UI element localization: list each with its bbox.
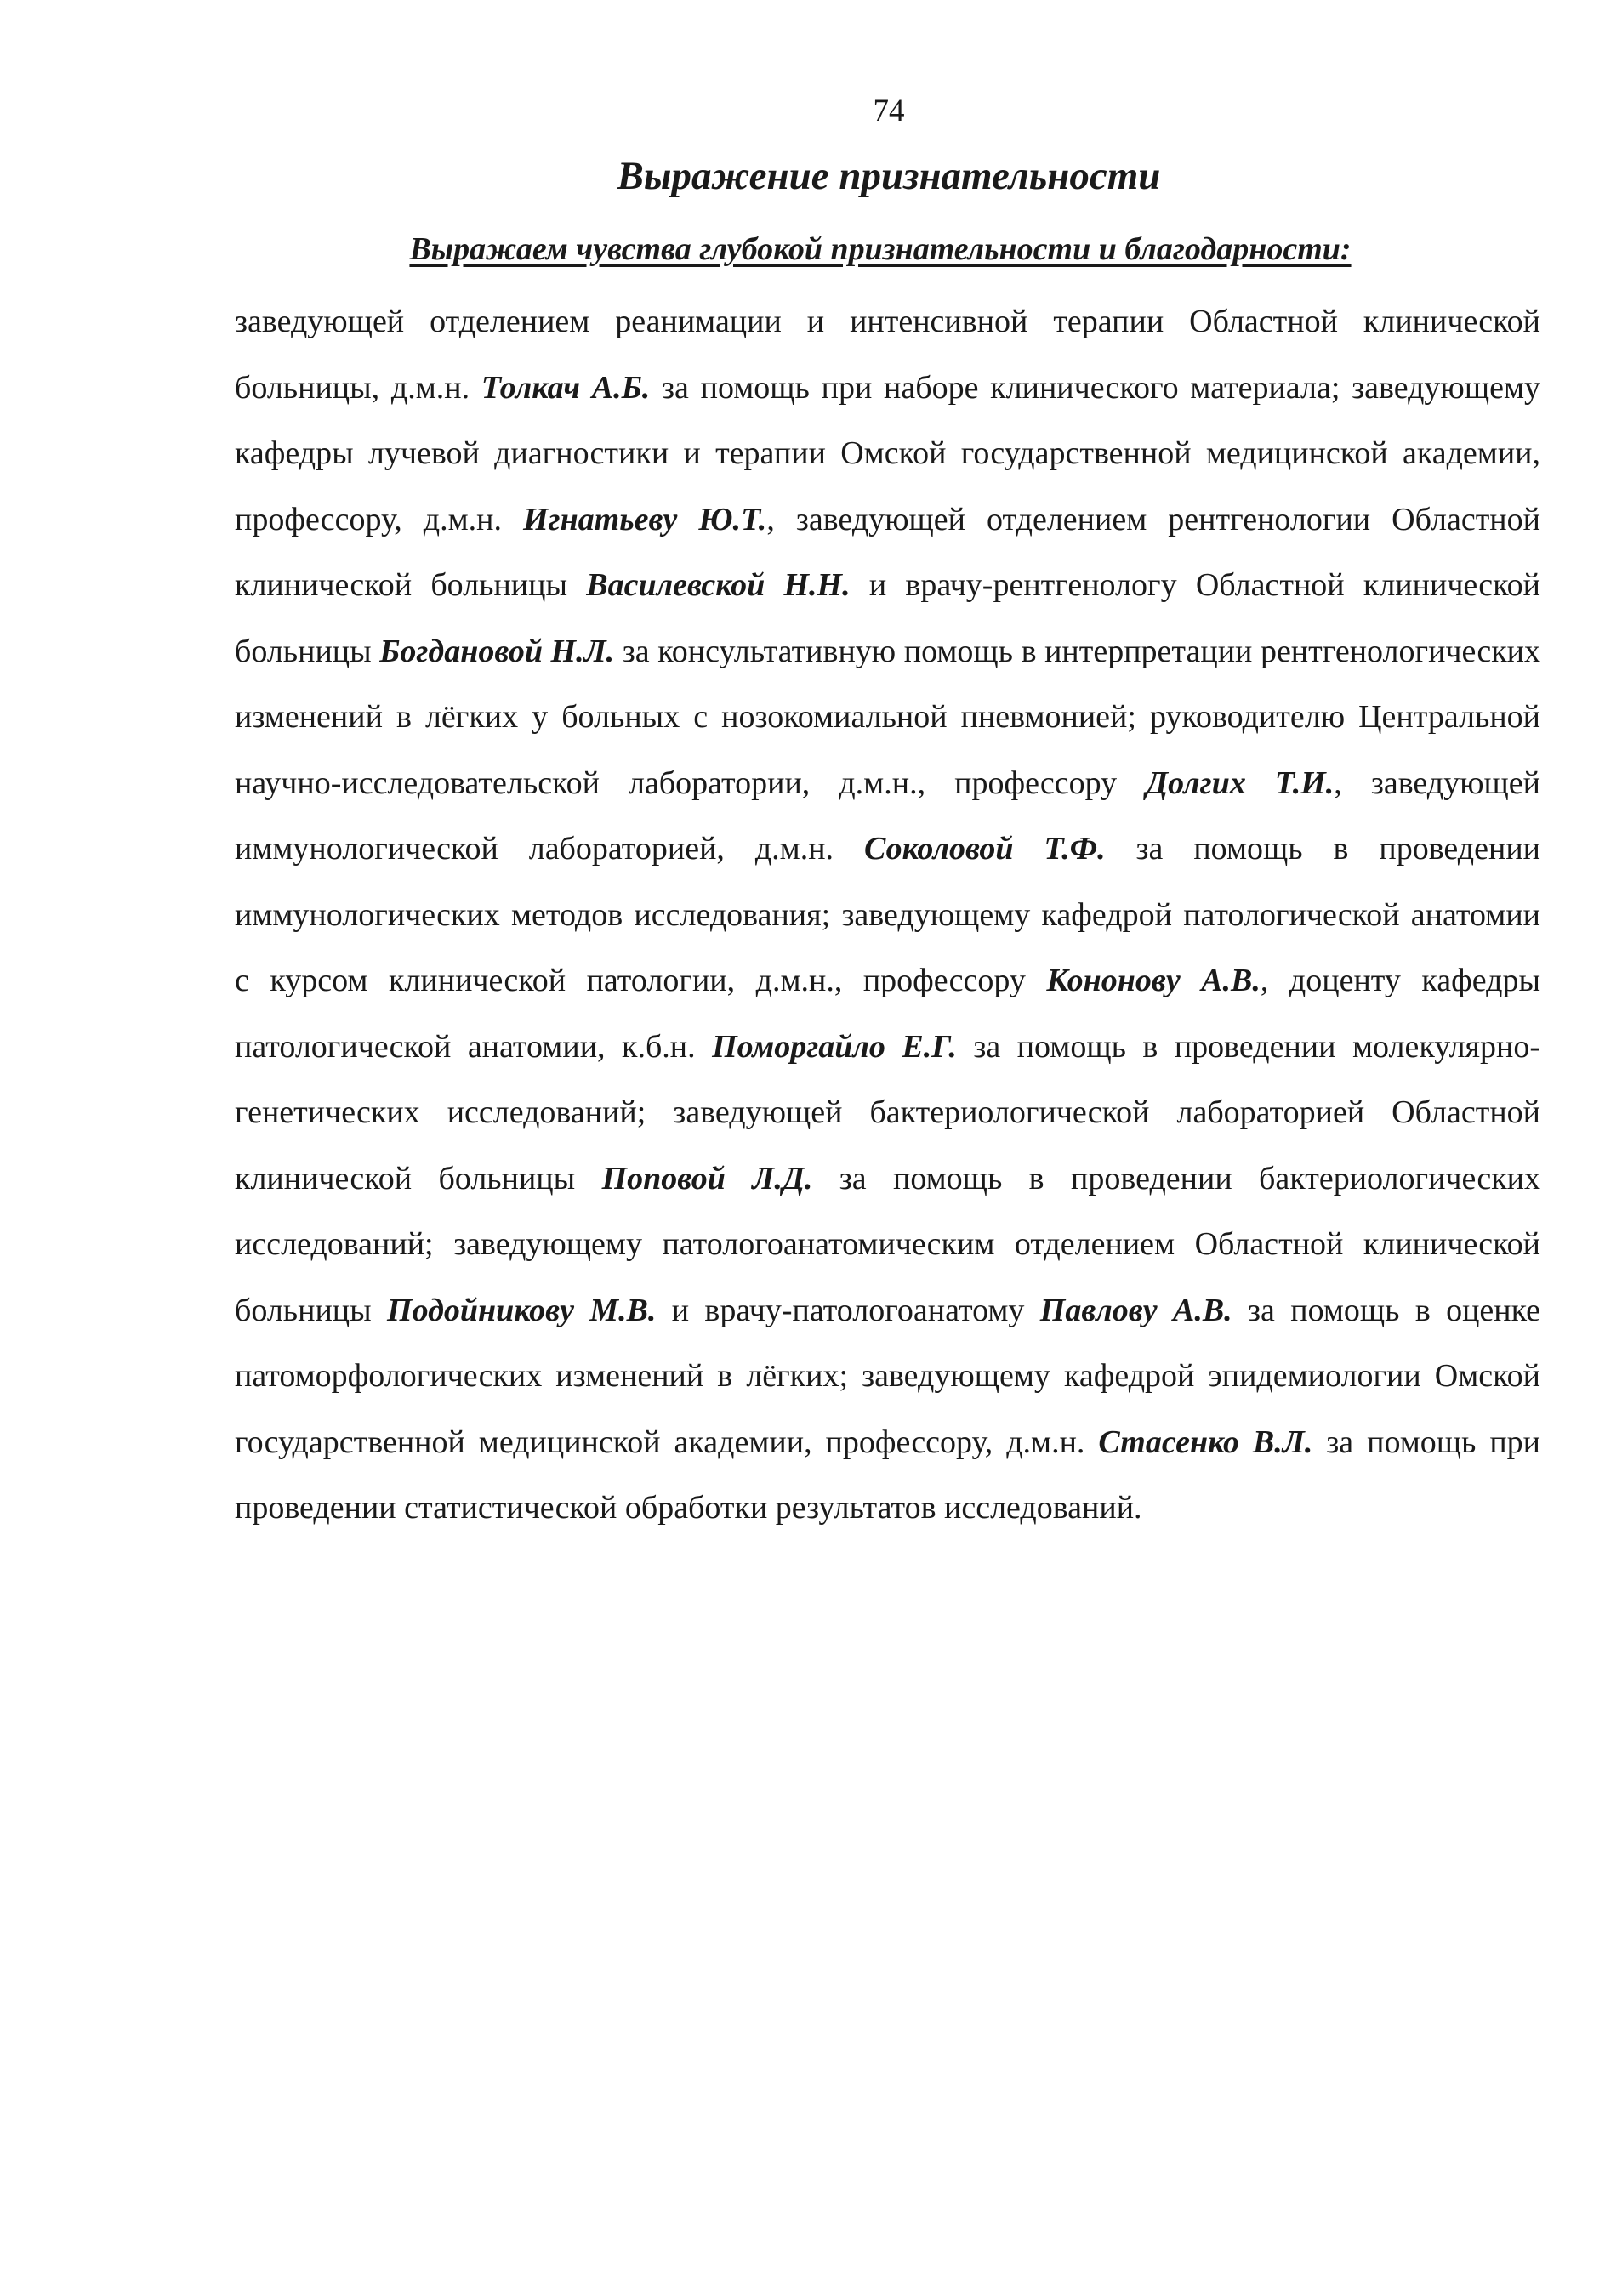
person-name: Соколовой Т.Ф.: [863, 831, 1106, 867]
text-segment: за помощь в оценке патоморфологических изменений в лёгких; заведующему кафедрой эпидемиологии Омской государственной медицинской академии, профессору, д.м.н.: [235, 1292, 1541, 1460]
acknowledgement-paragraph: [235, 289, 1540, 1542]
acknowledgement-heading: Выражаем чувства глубокой признательности и благодарности:: [409, 231, 1352, 267]
person-name: Поморгайло Е.Г.: [712, 1028, 957, 1065]
text-segment: и врачу-патологоанатому: [656, 1292, 1040, 1328]
text-segment: за помощь в проведении иммунологических методов исследования; заведующему кафедрой патологической анатомии с курсом клинической патологии, д.м.н., профессору: [235, 831, 1540, 998]
person-name: Василевской Н.Н.: [586, 567, 851, 603]
text-segment: заведующей отделением реанимации и интенсивной терапии Областной клинической больницы, д.м.н.: [235, 304, 1540, 406]
page-title: Выражение признательности: [617, 154, 1161, 198]
person-name: Павлову А.В.: [1039, 1292, 1232, 1328]
text-segment: за помощь в проведении молекулярно-генетических исследований; заведующей бактериологической лабораторией Областной клинической больницы: [235, 1028, 1541, 1196]
text-segment: , доценту кафедры патологической анатомии, к.б.н.: [235, 963, 1540, 1065]
text-segment: за консультативную помощь в интерпретации рентгенологических изменений в лёгких у больных с нозокомиальной пневмонией; руководителю Центральной научно-исследовательской лаборатории, д.м.н., профессору: [235, 633, 1541, 801]
person-name: Богдановой Н.Л.: [379, 633, 615, 669]
person-name: Толкач А.Б.: [481, 369, 651, 406]
text-segment: за помощь в проведении бактериологических исследований; заведующему патологоанатомическим отделением Областной клинической больницы: [235, 1160, 1540, 1328]
person-name: Стасенко В.Л.: [1098, 1424, 1313, 1460]
text-segment: , заведующей отделением рентгенологии Областной клинической больницы: [235, 501, 1540, 603]
text-segment: и врачу-рентгенологу Областной клинической больницы: [235, 567, 1540, 669]
person-name: Подойникову М.В.: [387, 1292, 657, 1328]
person-name: Поповой Л.Д.: [601, 1160, 813, 1196]
person-name: Долгих Т.И.: [1146, 764, 1335, 801]
page-number: 74: [873, 94, 905, 128]
person-name: Кононову А.В.: [1046, 963, 1261, 998]
text-segment: за помощь при наборе клинического материала; заведующему кафедры лучевой диагностики и терапии Омской государственной медицинской академии, профессору, д.м.н.: [235, 369, 1540, 537]
text-segment: , заведующей иммунологической лабораторией, д.м.н.: [235, 764, 1540, 867]
person-name: Игнатьеву Ю.Т.: [523, 501, 767, 537]
text-segment: за помощь при проведении статистической обработки результатов исследований.: [235, 1424, 1540, 1526]
